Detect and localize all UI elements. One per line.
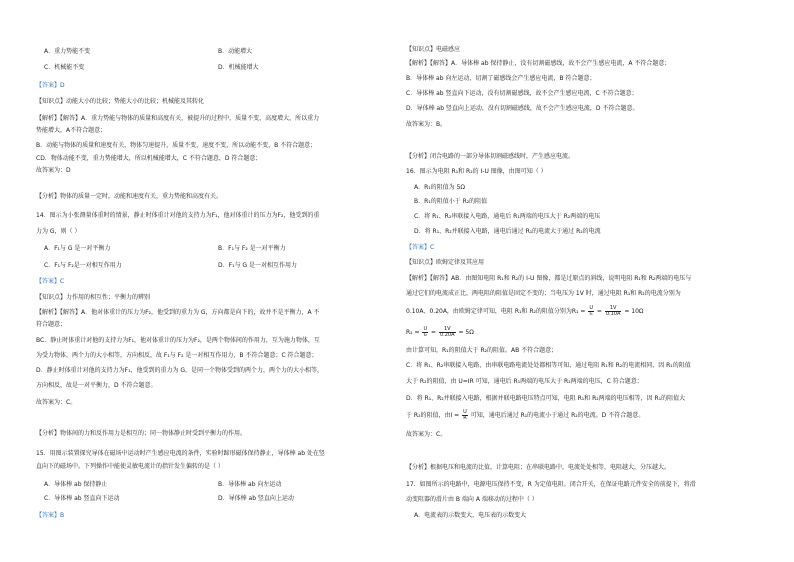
q16-explain-1: 【解析】【解答】AB．由图知电阻 R₁和 R₂的 I-U 图像，都是过原点的斜线，说明电阻 R₁和 R₂两端的电压与 [406, 275, 692, 282]
fraction-u-over-i1: $\frac{U}{\text{I₁}}$ [589, 305, 593, 317]
q13-option-c: C．机械能不变 [44, 64, 85, 71]
q13-explain-3: B．动能与物体的质量和速度有关，物体匀速提升，质量不变，速度不变，所以动能不变，B 不符合题意； [36, 142, 317, 149]
q15-knowledge-point: 【知识点】电磁感应 [406, 46, 461, 53]
q15-explain-5: 故答案为：B。 [406, 121, 447, 128]
q15-analysis: 【分析】闭合电路的一部分导体切割磁感线时，产生感应电流。 [406, 153, 575, 160]
q15-option-c: C．导体棒 ab 竖直向下运动 [44, 495, 120, 502]
q15-explain-4: D．导体棒 ab 竖直向上运动，没有切割磁感线，故不会产生感应电流，D 不符合题意。 [406, 105, 639, 112]
q16-explain-5: 由计算可知，R₁的阻值大于 R₂的阻值。AB 不符合题意； [406, 347, 558, 354]
q13-option-a: A．重力势能不变 [44, 48, 91, 55]
q16-option-a: A．R₁的阻值为 5Ω [414, 184, 465, 191]
q13-knowledge-point: 【知识点】动能大小的比较；势能大小的比较；机械能及其转化 [36, 98, 205, 105]
q13-explain-5: 故答案为：D [36, 167, 71, 174]
q16-explain-2: 通过它们的电流成正比，两电阻的阻值是固定不变的；当电压为 1V 时，通过电阻 R₁和 R₂的电流分别为 [406, 290, 681, 297]
q13-analysis: 【分析】物体的质量一定时，动能和速度有关，重力势能和高度有关。 [36, 193, 223, 200]
q15-stem-1: 15．用图示装置探究导体在磁场中运动时产生感应电流的条件，实验时蹄形磁体保持静止，导体棒 ab 处在竖 [36, 450, 325, 457]
q16-explain-3: 0.10A、0.20A，由欧姆定律可知，电阻 R₁和 R₂的阻值分别为R₁ = $\frac{U}{\text{I₁}}$ = $\frac{1V}{0.10A}$ = 10Ω [406, 305, 644, 317]
q14-option-a: A．F₁与 G 是一对平衡力 [44, 245, 111, 252]
q16-explain-10: 故答案为：C。 [406, 431, 447, 438]
q16-explain-7: 大于 R₂的阻值，由 U=IR 可知，通电后 R₁两端的电压大于 R₂两端的电压，C 符合题意； [406, 378, 643, 385]
q14-explain-4: 为受力物体，两个力的大小相等，方向相反，故 F₁与 F₂ 是一对相互作用力，B 不符合题意；C 符合题意； [36, 352, 318, 359]
q15-explain-1: 【解析】【解答】A．导体棒 ab 保持静止，没有切割磁感线，故不会产生感应电流，A 不符合题意； [406, 60, 671, 67]
q15-option-d: D．导体棒 ab 竖直向上运动 [218, 495, 294, 502]
q14-stem-1: 14．图示为小张测量体重时的情景，静止时体重计对他的支持力为F₁，他对体重计的压力为F₂，他受到的重 [36, 212, 320, 219]
left-column [36, 0, 408, 562]
q13-explain-2: 势能增大，A不符合题意； [36, 127, 107, 134]
q17-stem-1: 17．如图所示的电路中，电源电压保持不变，R 为定值电阻。闭合开关，在保证电路元件安全的前提下，将滑 [406, 481, 696, 488]
q14-answer: 【答案】C [36, 278, 65, 285]
q14-analysis: 【分析】物体间的力和反作用力是相互的；同一物体静止时受到平衡力的作用。 [36, 430, 247, 437]
q14-explain-2: 符合题意； [36, 321, 67, 328]
q17-option-a: A．电流表的示数变大，电压表的示数变大 [414, 512, 527, 519]
q14-explain-3: BC．静止时体重计对他的支持力为F₁，他对体重计的压力为F₂，是两个物体间的作用力，互为施力物体，互 [36, 337, 320, 344]
q15-explain-3: C．导体棒 ab 竖直向下运动，没有切割磁感线，故不会产生感应电流，C 不符合题意； [406, 90, 638, 97]
q15-option-a: A．导体棒 ab 保持静止 [44, 481, 108, 488]
q16-option-d: D．将 R₁、R₂并联接入电路，通电后通过 R₁的电流大于通过 R₂的电流 [414, 228, 601, 235]
q13-answer: 【答案】D [36, 82, 65, 89]
q14-explain-7: 故答案为：C。 [36, 399, 77, 406]
q16-option-b: B．R₁的阻值小于 R₂的阻值 [414, 198, 488, 205]
q16-knowledge-point: 【知识点】欧姆定律及其应用 [406, 259, 485, 266]
q17-stem-2: 动变阻器的滑片由 B 端向 A 端移动的过程中（ ） [406, 496, 538, 503]
fraction-u-over-r: $\frac{U}{R}$ [463, 409, 467, 421]
q13-explain-4: CD．物体动能不变，重力势能增大，所以机械能增大，C 不符合题意，D 符合题意； [36, 155, 262, 162]
q16-answer: 【答案】C [406, 244, 435, 251]
q13-option-d: D．机械能增大 [218, 64, 259, 71]
q16-explain-8: D．将 R₁、R₂并联接入电路，根据并联电路电压特点可知，电阻 R₁和 R₂两端的电压相等，因 R₁的阻值大 [406, 395, 686, 402]
q16-explain-3-text: 0.10A、0.20A，由欧姆定律可知，电阻 R₁和 R₂的阻值分别为R₁ = [406, 308, 586, 315]
q14-explain-6: 方向相反，故是一对平衡力，D 不符合题意。 [36, 382, 157, 389]
q16-analysis: 【分析】根据电压和电流的比值，计算电阻；在串联电路中，电流处处相等，电阻越大，分压越大。 [406, 464, 671, 471]
q14-option-c: C．F₁与 F₂是一对相互作用力 [44, 262, 122, 269]
q15-explain-2: B．导体棒 ab 向左运动，切割了磁感线会产生感应电流，B 符合题意； [406, 75, 596, 82]
q15-option-b: B．导体棒 ab 向左运动 [218, 481, 282, 488]
q14-stem-2: 力为 G，则（ ） [36, 228, 81, 235]
q13-explain-1: 【解析】【解答】A．重力势能与物体的质量和高度有关，被提升的过程中，质量不变，高度增大，所以重力 [36, 115, 320, 122]
fraction-1v-over-010a: $\frac{1V}{0.10A}$ [605, 305, 621, 317]
q13-option-b: B．动能增大 [218, 48, 253, 55]
q14-knowledge-point: 【知识点】力作用的相互性；平衡力的辨别 [36, 294, 151, 301]
q16-stem: 16．图示为电阻 R₁和 R₂的 I-U 图像，由图可知（ ） [406, 168, 547, 175]
fraction-u-over-i2: $\frac{U}{\text{I₂}}$ [423, 326, 428, 338]
q16-explain-4: R₂ = $\frac{U}{\text{I₂}}$ = $\frac{1V}{0.20A}$ = 5Ω [406, 326, 474, 338]
q14-option-b: B．F₁与 F₂ 是一对平衡力 [218, 245, 286, 252]
q15-answer: 【答案】B [36, 512, 65, 519]
q16-option-c: C．将 R₁、R₂串联接入电路，通电后 R₁两端的电压大于 R₂两端的电压 [414, 213, 601, 220]
q16-explain-6: C．将 R₁、R₂串联接入电路，由串联电路电流处处都相等可知，通过电阻 R₁和 R₂的电流相同，因 R₁的阻值 [406, 362, 691, 369]
q16-explain-9: 于 R₂的阻值，由I = $\frac{U}{R}$ 可知，通电后通过 R₁的电流小于通过 R₂的电流。D 不符合题意。 [406, 409, 645, 421]
q14-explain-5: D．静止时体重计对他的支持力为F₁，他受到的重力为 G，是同一个物体受到的两个力，两个力的大小相等， [36, 367, 324, 374]
fraction-1v-over-020a: $\frac{1V}{0.20A}$ [439, 326, 455, 338]
right-column [406, 0, 778, 562]
q15-stem-2: 直向下的磁场中。下列操作中能使灵敏电流计的指针发生偏转的是（ ） [36, 463, 224, 470]
q14-option-d: D．F₁与 G 是一对相互作用力 [218, 262, 297, 269]
q14-explain-1: 【解析】【解答】A．他对体重计的压力为F₂，他受到的重力为 G，方向都是向下的，故并不是平衡力，A 不 [36, 309, 320, 316]
